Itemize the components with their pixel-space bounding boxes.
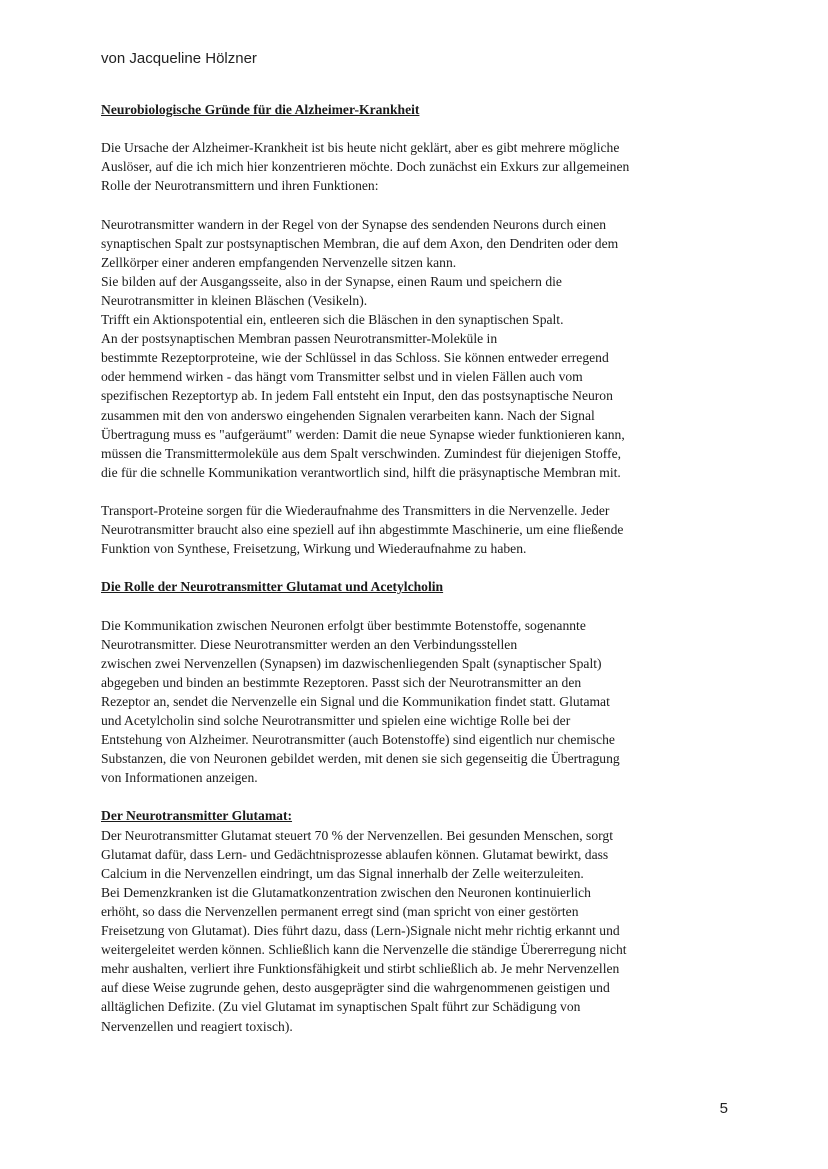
text-line: Neurotransmitter. Diese Neurotransmitter werden an den Verbindungsstellen (101, 636, 518, 652)
section-heading-glutamate-acetylcholine: Die Rolle der Neurotransmitter Glutamat und Acetylcholin (101, 579, 444, 595)
text-line: und Acetylcholin sind solche Neurotransmitter und spielen eine wichtige Rolle bei der (101, 713, 571, 728)
text-line: weitergeleitet werden können. Schließlich kann die Nervenzelle die ständige Übererregung nicht (101, 942, 627, 958)
text-line: Trifft ein Aktionspotential ein, entleeren sich die Bläschen in den synaptischen Spalt. (101, 312, 564, 328)
text-line: Funktion von Synthese, Freisetzung, Wirkung und Wiederaufnahme zu haben. (101, 541, 527, 557)
text-line: Transport-Proteine sorgen für die Wiederaufnahme des Transmitters in die Nervenzelle. Jeder (101, 502, 610, 518)
document-body (101, 100, 741, 1036)
text-line: mehr aushalten, verliert ihre Funktionsfähigkeit und stirbt schließlich ab. Je mehr Nervenzellen (101, 961, 620, 977)
text-line: Neurotransmitter braucht also eine speziell auf ihn abgestimmte Maschinerie, um eine fließende (101, 522, 624, 538)
text-line: Rezeptor an, sendet die Nervenzelle ein Signal und die Kommunikation findet statt. Glutamat (101, 693, 610, 709)
text-line: Calcium in die Nervenzellen eindringt, um das Signal innerhalb der Zelle weiterzuleiten. (101, 865, 584, 881)
paragraph-communication (101, 616, 741, 788)
text-line: Neurotransmitter in kleinen Bläschen (Vesikeln). (101, 292, 368, 308)
text-line: bestimmte Rezeptorproteine, wie der Schlüssel in das Schloss. Sie können entweder erregend (101, 350, 609, 366)
text-line: auf diese Weise zugrunde gehen, desto ausgeprägter sind die wahrgenommenen geistigen und (101, 980, 610, 996)
text-line: Übertragung muss es "aufgeräumt" werden: Damit die neue Synapse wieder funktionieren kann, (101, 426, 625, 442)
paragraph-glutamate (101, 826, 741, 1036)
text-line: müssen die Transmittermoleküle aus dem Spalt verschwinden. Zumindest für diejenigen Stoffe, (101, 445, 622, 461)
text-line: Sie bilden auf der Ausgangsseite, also in der Synapse, einen Raum und speichern die (101, 273, 562, 289)
text-line: synaptischen Spalt zur postsynaptischen Membran, die auf dem Axon, den Dendriten oder dem (101, 235, 619, 251)
text-line: Auslöser, auf die ich mich hier konzentrieren möchte. Doch zunächst ein Exkurs zur allgemeinen (101, 159, 630, 175)
page-number: 5 (719, 1100, 728, 1117)
paragraph-neurotransmitter-function (101, 215, 741, 482)
text-line: Der Neurotransmitter Glutamat steuert 70 % der Nervenzellen. Bei gesunden Menschen, sorgt (101, 827, 613, 843)
paragraph-transport-proteins (101, 501, 741, 558)
text-line: Freisetzung von Glutamat). Dies führt dazu, dass (Lern-)Signale nicht mehr richtig erkannt und (101, 923, 620, 939)
text-line: spezifischen Rezeptortyp ab. In jedem Fall entsteht ein Input, den das postsynaptische Neuron (101, 388, 613, 404)
text-line: Die Ursache der Alzheimer-Krankheit ist bis heute nicht geklärt, aber es gibt mehrere mögliche (101, 140, 620, 156)
text-line: oder hemmend wirken - das hängt vom Transmitter selbst und in vielen Fällen auch vom (101, 369, 583, 385)
text-line: Substanzen, die von Neuronen gebildet werden, mit denen sie sich gegenseitig die Übertragung (101, 751, 620, 767)
text-line: Neurotransmitter wandern in der Regel von der Synapse des sendenden Neurons durch einen (101, 216, 607, 232)
text-line: Die Kommunikation zwischen Neuronen erfolgt über bestimmte Botenstoffe, sogenannte (101, 617, 586, 633)
section-heading-alzheimer: Neurobiologische Gründe für die Alzheimer-Krankheit (101, 102, 420, 117)
text-line: An der postsynaptischen Membran passen Neurotransmitter-Moleküle in (101, 331, 498, 347)
text-line: alltäglichen Defizite. (Zu viel Glutamat im synaptischen Spalt führt zur Schädigung von (101, 999, 581, 1015)
section-heading-glutamate: Der Neurotransmitter Glutamat: (101, 808, 293, 824)
text-line: die für die schnelle Kommunikation verantwortlich sind, hilft die präsynaptische Membran mit. (101, 464, 621, 480)
text-line: abgegeben und binden an bestimmte Rezeptoren. Passt sich der Neurotransmitter an den (101, 674, 582, 690)
text-line: von Informationen anzeigen. (101, 770, 258, 786)
text-line: Nervenzellen und reagiert toxisch). (101, 1018, 293, 1034)
text-line: Rolle der Neurotransmittern und ihren Funktionen: (101, 178, 379, 194)
paragraph-intro (101, 138, 741, 195)
text-line: Glutamat dafür, dass Lern- und Gedächtnisprozesse ablaufen können. Glutamat bewirkt, dass (101, 846, 609, 862)
text-line: Zellkörper einer anderen empfangenden Nervenzelle sitzen kann. (101, 254, 457, 270)
author-header: von Jacqueline Hölzner (101, 50, 257, 67)
text-line: Bei Demenzkranken ist die Glutamatkonzentration zwischen den Neuronen kontinuierlich (101, 884, 591, 900)
text-line: zwischen zwei Nervenzellen (Synapsen) im dazwischenliegenden Spalt (synaptischer Spalt) (101, 655, 602, 671)
text-line: Entstehung von Alzheimer. Neurotransmitter (auch Botenstoffe) sind eigentlich nur chemische (101, 732, 615, 748)
text-line: zusammen mit den von anderswo eingehenden Signalen verarbeiten kann. Nach der Signal (101, 407, 595, 423)
text-line: erhöht, so dass die Nervenzellen permanent erregt sind (man spricht von einer gestörten (101, 903, 579, 919)
